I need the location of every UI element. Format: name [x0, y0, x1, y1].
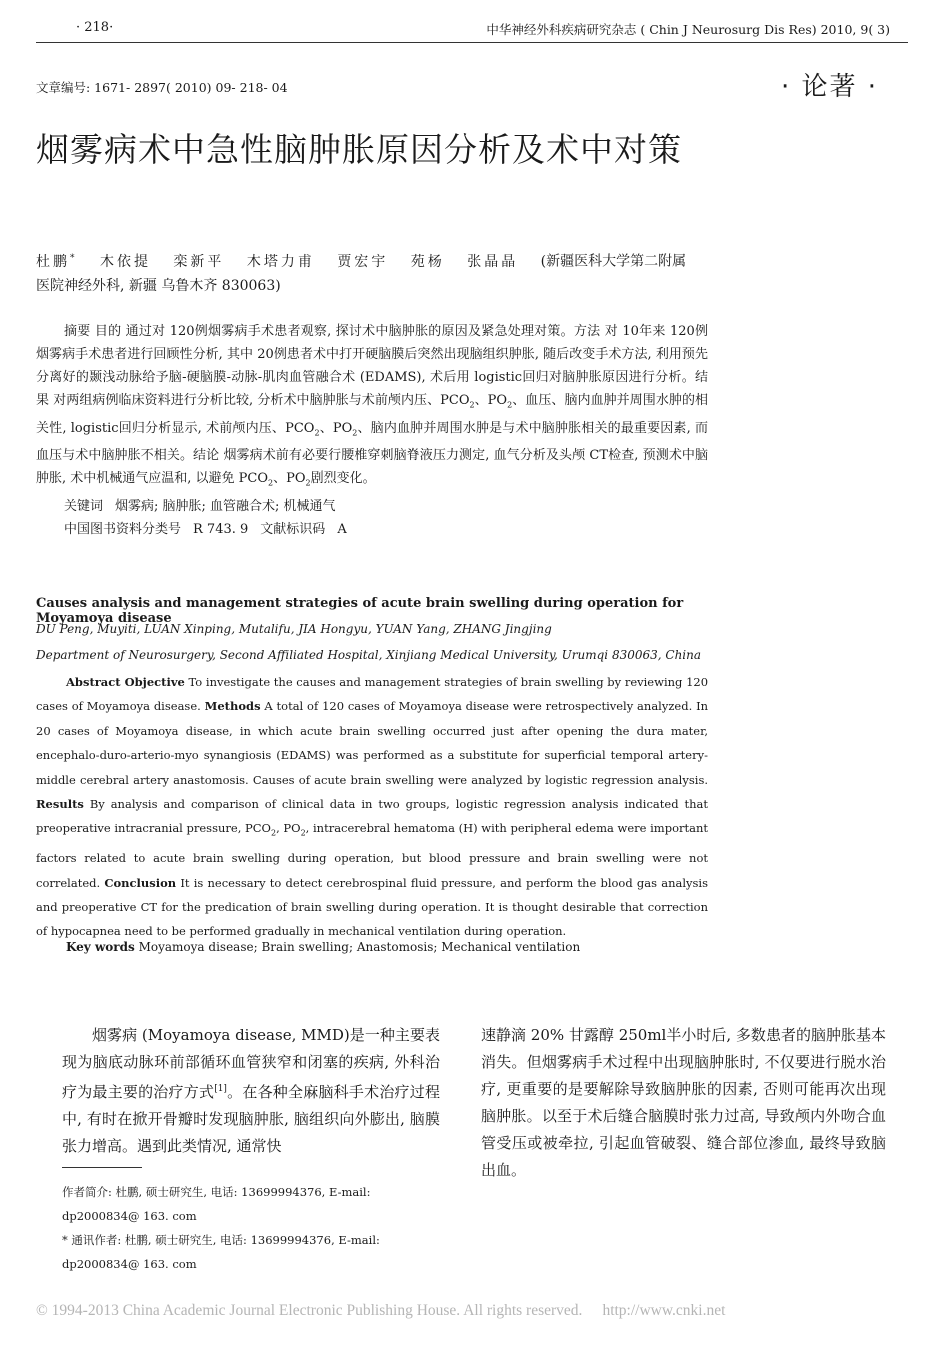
classification-cn: 中国图书资料分类号 R 743. 9 文献标识码 A [64, 521, 347, 537]
english-affiliation: Department of Neurosurgery, Second Affiliated Hospital, Xinjiang Medical University, Urumqi 830063, China [36, 648, 702, 662]
english-abstract: Abstract Objective To investigate the causes and management strategies of brain swelling by reviewing 120 cases of Moyamoya disease. Methods A total of 120 cases of Moyamoya disease were retrospectively analyzed. In 20 cases of Moyamoya disease, in which acute brain swelling occurred just after opening the dura mater, encephalo-duro-arterio-myo synangiosis (EDAMS) was performed as a substitute for superficial temporal artery-middle cerebral artery anastomosis. Causes of acute brain swelling were analyzed by logistic regression analysis. Results By analysis and comparison of clinical data in two groups, logistic regression analysis indicated that preoperative intracranial pressure, $PCO_2$, $PO_2$, intracerebral hematoma (H) with peripheral edema were important factors related to acute brain swelling during operation, but blood pressure and brain swelling were not correlated. Conclusion It is necessary to detect cerebrospinal fluid pressure, and perform the blood gas analysis and preoperative CT for the predication of brain swelling during operation. It is thought desirable that correction of hypocapnea need to be performed gradually in mechanical ventilation during operation. [36, 675, 709, 939]
copyright-line: © 1994-2013 China Academic Journal Electronic Publishing House. All rights reserved. http://www.cnki.net [36, 1302, 726, 1319]
citation-ref[interactable]: [1] [214, 1084, 227, 1094]
cnki-link[interactable]: http://www.cnki.net [602, 1302, 726, 1319]
section-label: · 论著 · [780, 72, 878, 102]
article-number: 文章编号: 1671- 2897( 2010) 09- 218- 04 [36, 80, 288, 95]
abstract-body: 摘要 目的 通过对 120例烟雾病手术患者观察, 探讨术中脑肿胀的原因及紧急处理对策。方法 对 10年来 120例烟雾病手术患者进行回顾性分析, 其中 20例患者术中打开硬脑膜后突然出现脑组织肿胀, 随后改变手术方法, 利用预先分离好的颞浅动脉给予脑-硬脑膜-动脉-肌肉血管融合术 (EDAMS), 术后用 logistic回归对脑肿胀原因进行分析。结果 对两组病例临床资料进行分析比较, 分析术中脑肿胀与术前颅内压、$PCO_2$、$PO_2$、血压、脑内血肿并周围水肿的相关性, logistic回归分析显示, 术前颅内压、$PCO_2$、$PO_2$、脑内血肿并周围水肿是与术中脑肿胀相关的最重要因素, 而血压与术中脑肿胀不相关。结论 烟雾病术前有必要行腰椎穿刺脑脊液压力测定, 血气分析及头颅 CT检查, 预测术中脑肿胀, 术中机械通气应温和, 以避免 $PCO_2$、$PO_2$剧烈变化。 [36, 324, 708, 488]
author-name: 木依提 [99, 253, 151, 270]
author-name: 杜鹏* [36, 253, 78, 270]
body-column-left: 烟雾病 (Moyamoya disease, MMD)是一种主要表现为脑底动脉环前部循环血管狭窄和闭塞的疾病, 外科治疗为最主要的治疗方式[1]。在各种全麻脑科手术治疗过程中, 有时在掀开骨瓣时发现脑肿胀, 脑组织向外膨出, 脑膜张力增高。遇到此类情况, 通常快 [62, 1026, 440, 1155]
author-name: 张晶晶 [467, 253, 519, 270]
article-title: 烟雾病术中急性脑肿胀原因分析及术中对策 [36, 130, 682, 169]
author-name: 贾宏宇 [337, 253, 389, 270]
footnote-rule [62, 1167, 142, 1168]
author-block [36, 246, 708, 298]
footnote-author-info: 作者简介: 杜鹏, 硕士研究生, 电话: 13699994376, E-mail: dp2000834@ 163. com [62, 1185, 371, 1223]
affiliation: (新疆医科大学第二附属 [540, 253, 687, 270]
english-title: Causes analysis and management strategies of acute brain swelling during operation for Moyamoya disease [36, 596, 684, 626]
affiliation-cont: 医院神经外科, 新疆 乌鲁木齐 830063) [36, 277, 281, 294]
page-number: · 218· [76, 20, 114, 35]
body-column-right: 速静滴 20% 甘露醇 250ml半小时后, 多数患者的脑肿胀基本消失。但烟雾病手术过程中出现脑肿胀时, 不仅要进行脱水治疗, 更重要的是要解除导致脑肿胀的因素, 否则可能再次出现脑肿胀。以至于术后缝合脑膜时张力过高, 导致颅内外吻合血管受压或被牵拉, 引起血管破裂、缝合部位渗血, 最终导致脑出血。 [481, 1026, 886, 1179]
header-rule [36, 42, 908, 43]
chinese-abstract [36, 320, 708, 541]
author-name: 苑杨 [410, 253, 445, 270]
footnote-corresponding: * 通讯作者: 杜鹏, 硕士研究生, 电话: 13699994376, E-mail: dp2000834@ 163. com [62, 1233, 380, 1271]
journal-header: 中华神经外科疾病研究杂志 ( Chin J Neurosurg Dis Res) 2010, 9( 3) [486, 22, 890, 37]
author-name: 木塔力甫 [246, 253, 315, 270]
english-keywords: Key words Moyamoya disease; Brain swelling; Anastomosis; Mechanical ventilation [66, 940, 581, 954]
keywords-cn: 关键词 烟雾病; 脑肿胀; 血管融合术; 机械通气 [64, 498, 336, 514]
english-authors: DU Peng, Muyiti, LUAN Xinping, Mutalifu, JIA Hongyu, YUAN Yang, ZHANG Jingjing [36, 622, 552, 636]
author-name: 栾新平 [173, 253, 225, 270]
